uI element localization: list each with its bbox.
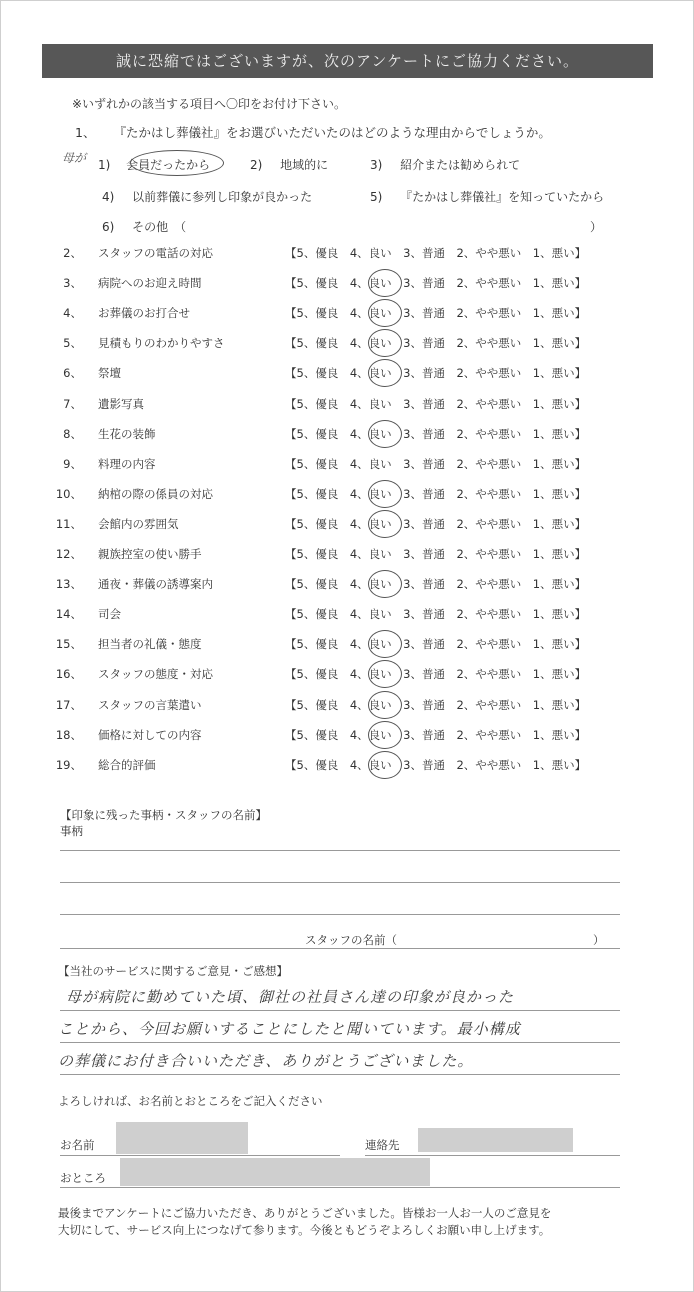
- rating-row-number: 16、: [55, 667, 82, 682]
- rating-row-number: 12、: [55, 547, 82, 561]
- selection-circle: [368, 299, 402, 327]
- instruction: ※いずれかの該当する項目へ〇印をお付け下さい。: [72, 97, 347, 111]
- selection-circle: [368, 510, 402, 538]
- handwritten-prefix: 母が: [62, 151, 87, 165]
- rating-row: [0, 275, 694, 305]
- rating-row-number: 14、: [55, 607, 82, 622]
- rating-row-number: 18、: [55, 727, 82, 742]
- question-1: [75, 123, 551, 141]
- rating-row-label: 見積もりのわかりやすさ: [98, 336, 225, 351]
- selection-circle: [368, 269, 402, 297]
- rating-row-number: 8、: [63, 426, 82, 441]
- impression-line: [60, 882, 620, 883]
- rating-scale[interactable]: 【5、優良 4、良い 3、普通 2、やや悪い 1、悪い】: [285, 516, 587, 531]
- phone-label: 連絡先: [365, 1138, 400, 1152]
- rating-row-label: スタッフの態度・対応: [98, 667, 213, 682]
- rating-scale[interactable]: 【5、優良 4、良い 3、普通 2、やや悪い 1、悪い】: [285, 396, 587, 411]
- rating-row: [0, 426, 694, 456]
- rating-row-number: 10、: [55, 486, 82, 501]
- selection-circle: [368, 751, 402, 779]
- rating-row: [0, 396, 694, 426]
- rating-row-number: 15、: [55, 637, 82, 652]
- rating-row-number: 7、: [63, 396, 82, 411]
- rating-scale[interactable]: 【5、優良 4、良い 3、普通 2、やや悪い 1、悪い】: [285, 547, 587, 561]
- impression-heading: 【印象に残った事柄・スタッフの名前】: [60, 808, 267, 822]
- rating-row-label: 会館内の雰囲気: [98, 516, 179, 531]
- rating-scale[interactable]: 【5、優良 4、良い 3、普通 2、やや悪い 1、悪い】: [285, 306, 587, 321]
- selection-circle: [368, 359, 402, 387]
- footer-line-1: 最後までアンケートにご協力いただき、ありがとうございました。皆様お一人お一人のご意見を: [58, 1206, 552, 1220]
- rating-scale[interactable]: 【5、優良 4、良い 3、普通 2、やや悪い 1、悪い】: [285, 486, 587, 501]
- q1-option-6[interactable]: 6) その他 （: [102, 220, 187, 234]
- rating-row-label: 総合的評価: [98, 757, 156, 772]
- opinion-line-2: ことから、今回お願いすることにしたと聞いています。最小構成: [58, 1020, 521, 1038]
- rating-row-number: 13、: [55, 577, 82, 592]
- opinion-line-1: 母が病院に勤めていた頃、御社の社員さん達の印象が良かった: [66, 988, 515, 1006]
- question-1-number: 1、: [75, 125, 96, 140]
- selection-circle: [368, 480, 402, 508]
- selection-circle: [368, 329, 402, 357]
- rating-row: [0, 576, 694, 606]
- rating-row-number: 6、: [63, 366, 82, 381]
- q1-option-5[interactable]: 5) 『たかはし葬儀社』を知っていたから: [370, 190, 605, 204]
- phone-field-redacted[interactable]: [418, 1128, 573, 1152]
- rating-row: [0, 546, 694, 576]
- impression-sub: 事柄: [60, 824, 83, 838]
- rating-scale[interactable]: 【5、優良 4、良い 3、普通 2、やや悪い 1、悪い】: [285, 637, 587, 652]
- rating-scale[interactable]: 【5、優良 4、良い 3、普通 2、やや悪い 1、悪い】: [285, 727, 587, 742]
- rating-row: [0, 606, 694, 636]
- rating-row: [0, 245, 694, 275]
- q1-option-3[interactable]: 3) 紹介または勧められて: [370, 158, 521, 172]
- rating-row-label: スタッフの電話の対応: [98, 246, 213, 260]
- rating-row-label: 通夜・葬儀の誘導案内: [98, 577, 213, 592]
- q1-option-6-close: ）: [590, 220, 603, 234]
- rating-scale[interactable]: 【5、優良 4、良い 3、普通 2、やや悪い 1、悪い】: [285, 697, 587, 712]
- address-field-redacted[interactable]: [120, 1158, 430, 1186]
- q1-option-1-label: 会員だったから: [126, 158, 211, 172]
- opinion-rule: [60, 1074, 620, 1075]
- rating-row-number: 9、: [63, 456, 82, 471]
- rating-row-label: 納棺の際の係員の対応: [98, 486, 213, 501]
- q1-option-1[interactable]: 1) 会員だったから: [98, 158, 211, 172]
- name-field-redacted[interactable]: [116, 1122, 248, 1154]
- rating-row-label: 担当者の礼儀・態度: [98, 637, 202, 652]
- rating-row-label: 病院へのお迎え時間: [98, 276, 202, 291]
- staff-name-line: [60, 948, 620, 949]
- selection-circle: [130, 150, 224, 176]
- rating-scale[interactable]: 【5、優良 4、良い 3、普通 2、やや悪い 1、悪い】: [285, 456, 587, 471]
- q1-option-2[interactable]: 2) 地域的に: [250, 158, 329, 172]
- q1-option-4[interactable]: 4) 以前葬儀に参列し印象が良かった: [102, 190, 313, 204]
- opinion-line-3: の葬儀にお付き合いいただき、ありがとうございました。: [58, 1052, 474, 1070]
- question-1-text: 『たかはし葬儀社』をお選びいただいたのはどのような理由からでしょうか。: [113, 125, 551, 140]
- selection-circle: [368, 721, 402, 749]
- rating-row: [0, 486, 694, 516]
- impression-line: [60, 914, 620, 915]
- opinion-rule: [60, 1010, 620, 1011]
- impression-line: [60, 850, 620, 851]
- rating-row-label: 親族控室の使い勝手: [98, 547, 202, 561]
- selection-circle: [368, 630, 402, 658]
- selection-circle: [368, 420, 402, 448]
- rating-row-label: 料理の内容: [98, 456, 156, 471]
- address-label: おところ: [60, 1171, 106, 1185]
- selection-circle: [368, 691, 402, 719]
- selection-circle: [368, 570, 402, 598]
- rating-row-label: 遺影写真: [98, 396, 144, 411]
- selection-circle: [368, 660, 402, 688]
- rating-row: [0, 305, 694, 335]
- rating-scale[interactable]: 【5、優良 4、良い 3、普通 2、やや悪い 1、悪い】: [285, 426, 587, 441]
- footer-line-2: 大切にして、サービス向上につなげて参ります。今後ともどうぞよろしくお願い申し上げます。: [58, 1223, 551, 1237]
- page-header: 誠に恐縮ではございますが、次のアンケートにご協力ください。: [42, 44, 653, 78]
- phone-underline: [365, 1155, 620, 1156]
- name-label: お名前: [60, 1138, 95, 1152]
- rating-row-number: 19、: [55, 757, 82, 772]
- staff-name-label: スタッフの名前（: [305, 933, 397, 947]
- rating-scale[interactable]: 【5、優良 4、良い 3、普通 2、やや悪い 1、悪い】: [285, 246, 587, 260]
- rating-row-label: スタッフの言葉遣い: [98, 697, 202, 712]
- rating-row-number: 4、: [63, 306, 82, 321]
- rating-row-number: 11、: [55, 516, 82, 531]
- name-underline: [60, 1155, 340, 1156]
- rating-row-label: 価格に対しての内容: [98, 727, 202, 742]
- contact-prompt: よろしければ、お名前とおところをご記入ください: [58, 1094, 323, 1108]
- rating-row: [0, 757, 694, 787]
- rating-scale[interactable]: 【5、優良 4、良い 3、普通 2、やや悪い 1、悪い】: [285, 336, 587, 351]
- address-underline: [60, 1187, 620, 1188]
- staff-name-close: ）: [593, 933, 605, 947]
- rating-row-number: 17、: [55, 697, 82, 712]
- rating-row: [0, 335, 694, 365]
- rating-row: [0, 516, 694, 546]
- rating-scale[interactable]: 【5、優良 4、良い 3、普通 2、やや悪い 1、悪い】: [285, 607, 587, 622]
- rating-row-number: 3、: [63, 276, 82, 291]
- rating-row-number: 2、: [63, 246, 82, 260]
- rating-row: [0, 456, 694, 486]
- rating-row-label: お葬儀のお打合せ: [98, 306, 190, 321]
- rating-scale[interactable]: 【5、優良 4、良い 3、普通 2、やや悪い 1、悪い】: [285, 276, 587, 291]
- rating-row-number: 5、: [63, 336, 82, 351]
- rating-row-label: 司会: [98, 607, 121, 622]
- rating-row: [0, 636, 694, 666]
- opinion-heading: 【当社のサービスに関するご意見・ご感想】: [58, 964, 288, 978]
- rating-row: [0, 727, 694, 757]
- rating-scale[interactable]: 【5、優良 4、良い 3、普通 2、やや悪い 1、悪い】: [285, 667, 587, 682]
- rating-scale[interactable]: 【5、優良 4、良い 3、普通 2、やや悪い 1、悪い】: [285, 366, 587, 381]
- rating-row: [0, 666, 694, 696]
- rating-row-label: 祭壇: [98, 366, 121, 381]
- opinion-rule: [60, 1042, 620, 1043]
- rating-scale[interactable]: 【5、優良 4、良い 3、普通 2、やや悪い 1、悪い】: [285, 757, 587, 772]
- rating-row: [0, 697, 694, 727]
- rating-row: [0, 365, 694, 395]
- rating-scale[interactable]: 【5、優良 4、良い 3、普通 2、やや悪い 1、悪い】: [285, 577, 587, 592]
- rating-row-label: 生花の装飾: [98, 426, 156, 441]
